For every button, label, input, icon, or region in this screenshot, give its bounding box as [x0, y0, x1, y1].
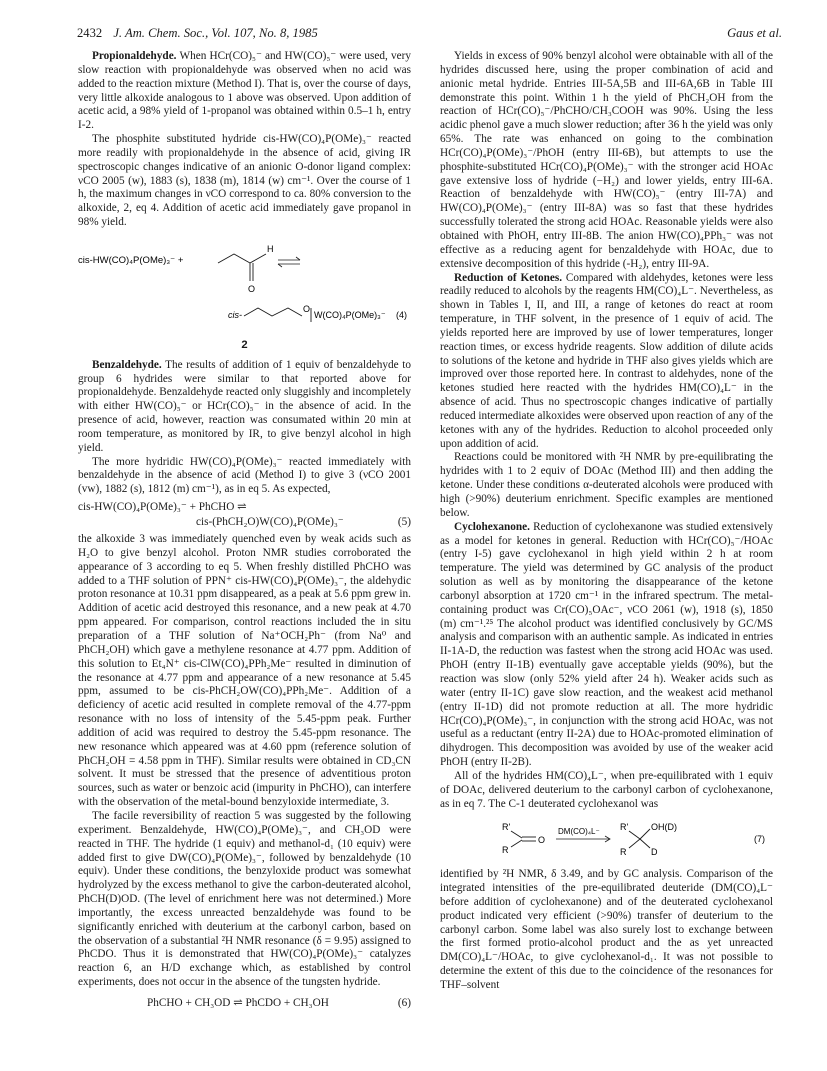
scheme-reagent: cis-HW(CO)₄P(OMe)₃⁻ + — [78, 254, 184, 266]
paragraph: All of the hydrides HM(CO)₄L⁻, when pre-equilibrated with 1 equiv of DOAc, delivered deuterium to the carbonyl carbon of cyclohexanone, as in eq 7. The C-1 deuterated cyclohexanol was — [440, 769, 773, 810]
eq-4-number: (4) — [396, 309, 407, 320]
paragraph: The phosphite substituted hydride cis-HW(CO)₄P(OMe)₃⁻ reacted more readily with propionaldehyde in the absence of acid, giving IR spectroscopic changes indicative of an anionic O-donor ligand complex: νCO 2005 (w), 1883 (s), 1838 (m), 1814 (w) cm⁻¹. Over the course of 1 h, the maximum changes in νCO correspond to ca. 80% conversion to the alkoxide, 2, eq 4. Addition of acetic acid immediately gave propanol in 98% yield. — [78, 133, 411, 229]
paragraph: Benzaldehyde. The results of addition of 1 equiv of benzaldehyde to group 6 hydrides were similar to that reported above for propionaldehyde. Benzaldehyde reacted only sluggishly and incompletely with either HW(CO)₅⁻ or HCr(CO)₅⁻ in the absence of acid. In the presence of acid, however, reaction was consumated within 20 min at room temperature, as monitored by IR, to give benzyl alcohol in high yield. — [78, 358, 412, 454]
paragraph: identified by ²H NMR, δ 3.49, and by GC analysis. Comparison of the integrated intensities of the pre-equilibrated deuteride (DM(CO)₄L⁻ before addition of cyclohexanone) and of the deuterated cyclohexanol product indicated very efficient (>90%) transfer of deuterium to the carbonyl carbon. Some label was also surely lost to exchange between the first formed protio-alcohol product and the as yet unreacted DM(CO)₄L⁻/HOAc, to give cyclohexanol-d₁. It was not possible to determine the extent of this due to the coincidence of the resonances for THF–solvent — [440, 868, 773, 991]
journal-citation: J. Am. Chem. Soc., Vol. 107, No. 8, 1985 — [113, 26, 318, 40]
run-in-heading: Propionaldehyde. — [92, 50, 177, 62]
eq-7-number: (7) — [754, 834, 765, 845]
equation-6: PhCHO + CH₃OD ⇌ PhCDO + CH₃OH (6) — [147, 996, 411, 1009]
atom-o-label: O — [538, 835, 546, 846]
atom-o-label: O — [248, 283, 256, 294]
equation-5: cis-HW(CO)₄P(OMe)₃⁻ + PhCHO ⇌ cis-(PhCH₂O)W(CO)₄P(OMe)₃⁻ (5) — [78, 501, 411, 529]
paragraph: Cyclohexanone. Reduction of cyclohexanone was studied extensively as a model for ketones in general. Reduction with HCr(CO)₅⁻/HOAc (entry I-5) gave cyclohexanol in high yield within 2 h at room temperature. The yield was determined by GC analysis of the product solution as well as by monitoring the disappearance of the ketone carbonyl absorption at 1720 cm⁻¹ in the infrared spectrum. The metal-containing product was Cr(CO)₅OAc⁻, νCO 2061 (w), 1918 (s), 1850 (m) cm⁻¹.²⁵ The alcohol product was identified conclusively by GC/MS analysis and comparison with an authentic sample. As indicated in entries II-1A-D, the reduction was fastest when the strong acid HOAc was used. PhOH (entry II-1B) eventually gave acceptable yields (90%), but the reaction was slow (only 52% yield after 24 h). Weaker acids such as water (entry II-1C) gave slow reaction, and the weakest acid methanol (entry II-1D) did not promote reduction at all. The more hydridic HCr(CO)₄P(OMe)₃⁻, in conjunction with the strong acid HOAc, was not useful as a reductant (entry II-2A) due to HOAc-promoted elimination of dihydrogen. This decomposition was avoided by use of the weaker acid PhOH (entry II-2B). — [440, 520, 773, 769]
reaction-scheme-4 — [78, 236, 411, 353]
eq-6-number: (6) — [397, 996, 411, 1009]
atom-h-label: H — [267, 243, 274, 254]
run-in-heading: Benzaldehyde. — [92, 358, 162, 371]
page-header — [77, 26, 782, 46]
oh-label: OH(D) — [651, 822, 677, 833]
paragraph: The facile reversibility of reaction 5 was suggested by the following experiment. Benzaldehyde, HW(CO)₄P(OMe)₃⁻, and CH₃OD were reacted in THF. The hydride (1 equiv) and methanol-d₁ (10 equiv) were added first to give DW(CO)₄P(OMe)₃⁻, followed by benzaldehyde (10 equiv). Under these conditions, the benzyloxide product was somewhat hydrolyzed by the excess methanol to give the carbon-deuterated alcohol, PhCH(D)OD. (The level of enrichment here was not determined.) More importantly, the excess unreacted benzaldehyde was found to be significantly enriched with deuterium at the carbonyl carbon, based on the observation of a substantial ²H NMR resonance (δ = 9.95) assigned to PhCDO. Thus it is demonstrated that HW(CO)₄P(OMe)₃⁻ catalyzes reaction 6, an H/D exchange which, as established by control experiments, does not occur in the absence of the tungsten hydride. — [78, 809, 411, 989]
running-authors: Gaus et al. — [727, 26, 782, 40]
r-prime-label: R' — [502, 822, 511, 833]
page-number: 2432 — [77, 26, 103, 40]
r-label: R — [620, 847, 627, 858]
propoxy-skeleton — [244, 308, 302, 316]
paragraph: the alkoxide 3 was immediately quenched even by weak acids such as H₂O to give benzyl alcohol. Proton NMR studies corroborated the appearance of 3 according to eq 5. When freshly distilled PhCHO was added to a THF solution of PPN⁺ cis-HW(CO)₄P(OMe)₃⁻, the aldehydic proton resonance at 10.31 ppm disappeared, as a peak at 5.6 ppm grew in. Addition of acetic acid destroyed this resonance, and a new peak at 4.70 ppm appeared. For comparison, control reactions included the in situ preparation of a THF solution of Na⁺OCH₂Ph⁻ (from Na⁰ and PhCH₂OH) which gave a methylene resonance at 4.77 ppm. Addition of this solution to Et₄N⁺ cis-ClW(CO)₄PPh₂Me⁻ resulted in diminution of the resonance at 4.77 ppm and appearance of a new resonance at 5.45 ppm, assumed to be cis-PhCH₂OW(CO)₄PPh₂Me⁻. Addition of a deficiency of acetic acid resulted in complete removal of the 4.77-ppm resonance with no loss of intensity of the 5.45-ppm peak. Further addition of acid was required to destroy the 5.45-ppm resonance. The new resonance which appeared was at 4.60 ppm (reference solution of PhCH₂OH = 4.58 ppm in THF). Similar results were obtained in CD₃CN solvent. It must be stressed that the presence of adventitious proton sources, such as water or benzoic acid (impurity in PhCHO), can interfere with the observation of the metal-bound benzyloxide intermediate, 3. — [78, 533, 411, 809]
paragraph: Reactions could be monitored with ²H NMR by pre-equilibrating the hydrides with 1 to 2 equiv of DOAc (Method III) and then adding the ketone. Under these conditions α-deuterated alcohols were produced with high (>90%) deuterium enrichment. Specific examples are mentioned below. — [440, 451, 773, 519]
paragraph: Yields in excess of 90% benzyl alcohol were obtainable with all of the hydrides discussed here, using the proper combination of acid and anionic metal hydride. Entries III-5A,5B and III-6A,6B in Table III demonstrate this point. Within 1 h the yield of PhCH₂OH from the reaction of HCr(CO)₅⁻/PhCHO/CH₃COOH was 90%. Using the less acidic phenol gave a much slower reduction; after 36 h the yield was only 65%. The rate was enhanced on going to the combination HCr(CO)₄P(OMe)₃⁻/PhOH (entry III-6B), but attempts to use the phosphite-substituted HCr(CO)₄P(OMe)₃⁻ with the stronger acid HOAc gave extensive loss of hydride (−H₂) and lower yields, entry III-6A. Reaction of benzaldehyde with HW(CO)₅⁻ (entry III-7A) and HW(CO)₄P(OMe)₃⁻ (entry III-8A) was so fast that these hydrides successfully tolerated the strong acid HOAc. Reasonable yields were also obtained with PhOH, entry III-8B. The anion HW(CO)₄PPh₃⁻ was not effective as a reducing agent for benzaldehyde with HOAc, due to extensive decomposition of this hydride (-H₂), entry III-9A. — [440, 50, 773, 270]
atom-d-label: D — [651, 847, 658, 858]
reaction-scheme-7 — [440, 817, 773, 864]
arrow-reagent: DM(CO)₄L⁻ — [558, 827, 600, 837]
product-o-label: O — [303, 303, 311, 314]
run-in-heading: Reduction of Ketones. — [454, 271, 563, 284]
paragraph: The more hydridic HW(CO)₄P(OMe)₃⁻ reacted immediately with benzaldehyde in the absence of acid (Method I) to give 3 (νCO 2001 (vw), 1882 (s), 1812 (m) cm⁻¹), as in eq 5. As expected, — [78, 455, 411, 496]
scheme-4-drawing — [78, 236, 411, 332]
run-in-heading: Cyclohexanone. — [454, 520, 530, 533]
cis-prefix: cis- — [228, 309, 242, 320]
compound-number: 2 — [241, 338, 248, 351]
scheme-7-drawing — [440, 817, 773, 859]
propanal-skeleton — [218, 254, 266, 263]
product-metal: W(CO)₄P(OMe)₃⁻ — [314, 309, 386, 320]
r-prime-label: R' — [620, 822, 629, 833]
left-column — [78, 50, 411, 1014]
paragraph: Reduction of Ketones. Compared with aldehydes, ketones were less readily reduced to alcohols by the reagents HM(CO)₄L⁻. Nevertheless, as shown in Tables I, II, and III, a range of ketones do react at room temperature, in THF solvent, in the presence of 1 equiv of acid. The yields reported here are improved by use of lower temperatures, longer reaction times, or excess hydride reagents. Slow addition of dilute acids to solutions of the ketone and hydride in THF also gives yields which are improved over those reported here. In contrast to aldehydes, none of the ketones studied here reacted with the hydrides HM(CO)₄L⁻ in the absence of acid. Thus no spectroscopic changes indicative of partially reduced intermediate alkoxides were observed upon reaction of any of the ketones with any of the hydrides. Reduction to alcohol proceeded only upon addition of acid. — [440, 271, 774, 450]
right-column — [440, 50, 773, 993]
r-label: R — [502, 845, 509, 856]
paragraph: Propionaldehyde. When HCr(CO)₅⁻ and HW(CO)₅⁻ were used, very slow reaction with propionaldehyde was observed when no acid was added to the reaction mixture (Method I). That is, over the course of days, very little alkoxide analogous to 1 above was observed. Upon addition of acetic acid, a 98% yield of 1-propanol was obtained within 0.5–1 h, entry I-2. — [78, 50, 412, 132]
eq-5-number: (5) — [397, 516, 411, 529]
